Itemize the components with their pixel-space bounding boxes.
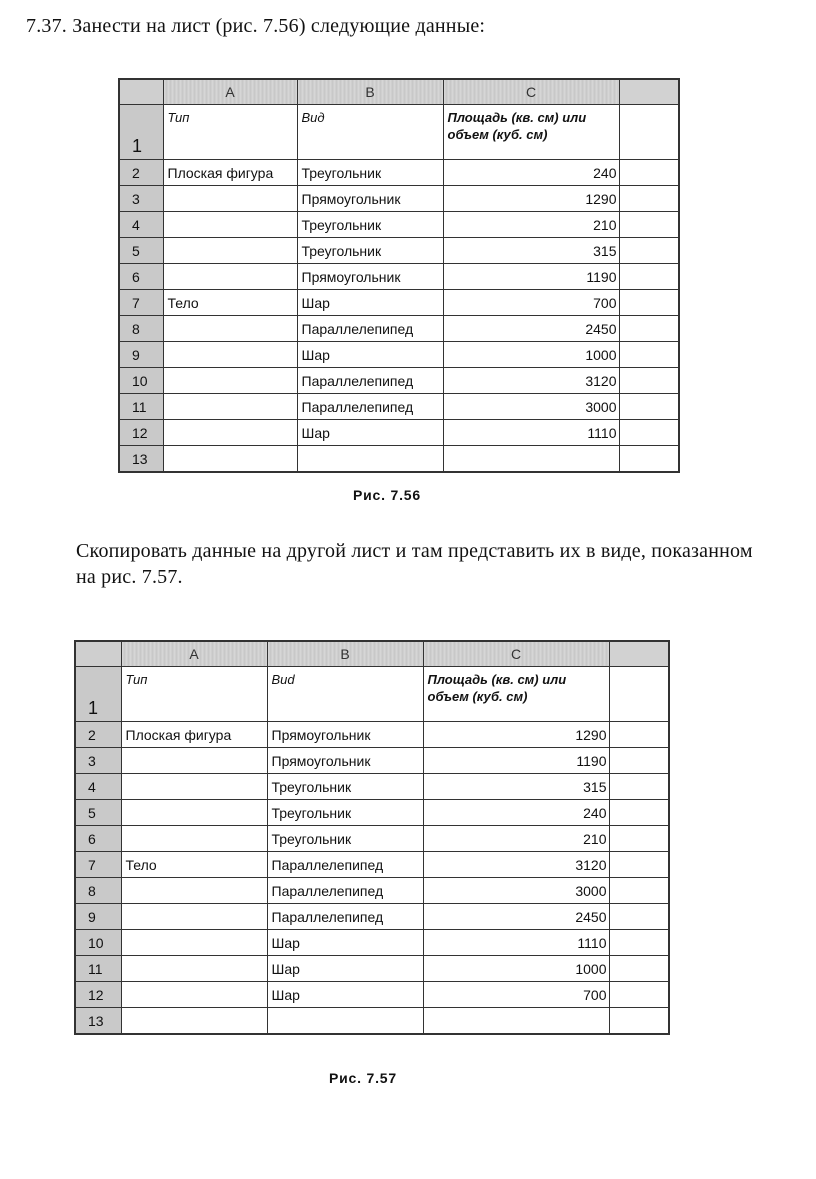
table-row (75, 748, 669, 774)
cell-value[interactable]: 1000 (423, 956, 609, 982)
cell-d1[interactable] (619, 105, 679, 160)
table-row (119, 160, 679, 186)
cell-value[interactable]: 700 (443, 290, 619, 316)
spreadsheet-figure-7-56 (118, 78, 680, 473)
cell-value[interactable]: 315 (423, 774, 609, 800)
table-row (119, 342, 679, 368)
cell-value[interactable]: 700 (423, 982, 609, 1008)
cell-kind[interactable]: Шар (297, 420, 443, 446)
cell-type[interactable] (163, 186, 297, 212)
cell-empty[interactable] (609, 982, 669, 1008)
select-all-corner[interactable] (75, 641, 121, 667)
row-number[interactable]: 9 (75, 904, 121, 930)
table-row (119, 446, 679, 473)
row-number[interactable]: 3 (119, 186, 163, 212)
row-number[interactable]: 12 (75, 982, 121, 1008)
cell-empty[interactable] (609, 1008, 669, 1035)
cell-type[interactable] (163, 342, 297, 368)
row-number[interactable]: 8 (119, 316, 163, 342)
cell-kind[interactable]: Треугольник (267, 826, 423, 852)
row-number[interactable]: 5 (75, 800, 121, 826)
column-header-b[interactable]: B (267, 641, 423, 667)
cell-empty[interactable] (609, 774, 669, 800)
cell-type[interactable] (163, 238, 297, 264)
row-number[interactable]: 11 (75, 956, 121, 982)
cell-value[interactable]: 1290 (423, 722, 609, 748)
row-number[interactable]: 7 (119, 290, 163, 316)
cell-kind[interactable]: Треугольник (297, 238, 443, 264)
cell-kind[interactable]: Шар (297, 290, 443, 316)
cell-empty[interactable] (609, 956, 669, 982)
table-row (119, 316, 679, 342)
row-number[interactable]: 12 (119, 420, 163, 446)
cell-value[interactable]: 1190 (443, 264, 619, 290)
cell-type[interactable]: Тело (163, 290, 297, 316)
row-number[interactable]: 6 (75, 826, 121, 852)
cell-kind[interactable]: Треугольник (267, 800, 423, 826)
row-number[interactable]: 1 (75, 667, 121, 722)
table-row (119, 420, 679, 446)
table-row (75, 852, 669, 878)
row-number[interactable]: 10 (75, 930, 121, 956)
cell-value[interactable]: 240 (423, 800, 609, 826)
cell-value[interactable]: 3120 (443, 368, 619, 394)
cell-value[interactable]: 315 (443, 238, 619, 264)
cell-type[interactable] (163, 264, 297, 290)
cell-kind[interactable]: Треугольник (297, 160, 443, 186)
cell-type[interactable] (163, 212, 297, 238)
cell-value[interactable]: 210 (423, 826, 609, 852)
cell-empty[interactable] (619, 368, 679, 394)
cell-value[interactable]: 1110 (423, 930, 609, 956)
cell-kind[interactable]: Прямоугольник (267, 722, 423, 748)
table-row (75, 878, 669, 904)
cell-kind[interactable]: Параллелепипед (297, 316, 443, 342)
table-row (75, 930, 669, 956)
cell-empty[interactable] (619, 394, 679, 420)
table-row (75, 826, 669, 852)
cell-empty[interactable] (619, 342, 679, 368)
cell-a1[interactable]: Тип (163, 105, 297, 160)
column-header-a[interactable]: A (163, 79, 297, 105)
row-number[interactable]: 13 (75, 1008, 121, 1035)
cell-type[interactable] (163, 420, 297, 446)
column-header-b[interactable]: B (297, 79, 443, 105)
cell-type[interactable] (121, 956, 267, 982)
row-number[interactable]: 1 (119, 105, 163, 160)
cell-type[interactable] (121, 800, 267, 826)
cell-kind[interactable]: Треугольник (267, 774, 423, 800)
row-number[interactable]: 4 (75, 774, 121, 800)
row-number[interactable]: 5 (119, 238, 163, 264)
row-number[interactable]: 13 (119, 446, 163, 473)
cell-type[interactable] (121, 878, 267, 904)
column-header-row (75, 641, 669, 667)
cell-type[interactable]: Плоская фигура (163, 160, 297, 186)
table-row (119, 105, 679, 160)
cell-empty[interactable] (619, 238, 679, 264)
cell-empty[interactable] (619, 316, 679, 342)
column-header-row (119, 79, 679, 105)
table-row (119, 238, 679, 264)
cell-kind[interactable]: Прямоугольник (297, 264, 443, 290)
cell-value[interactable]: 210 (443, 212, 619, 238)
row-number[interactable]: 3 (75, 748, 121, 774)
cell-value[interactable]: 2450 (423, 904, 609, 930)
cell-type[interactable] (163, 394, 297, 420)
cell-value[interactable] (443, 446, 619, 473)
select-all-corner[interactable] (119, 79, 163, 105)
cell-b1[interactable]: Вид (297, 105, 443, 160)
cell-empty[interactable] (609, 852, 669, 878)
cell-value[interactable]: 1110 (443, 420, 619, 446)
cell-type[interactable] (121, 774, 267, 800)
column-header-c[interactable]: C (423, 641, 609, 667)
cell-value[interactable]: 240 (443, 160, 619, 186)
cell-kind[interactable] (297, 446, 443, 473)
cell-type[interactable]: Плоская фигура (121, 722, 267, 748)
cell-empty[interactable] (619, 290, 679, 316)
cell-type[interactable] (121, 904, 267, 930)
cell-value[interactable]: 1000 (443, 342, 619, 368)
cell-empty[interactable] (609, 930, 669, 956)
cell-empty[interactable] (609, 826, 669, 852)
cell-value[interactable] (423, 1008, 609, 1035)
row-number[interactable]: 4 (119, 212, 163, 238)
table-row (75, 722, 669, 748)
cell-empty[interactable] (609, 800, 669, 826)
row-number[interactable]: 11 (119, 394, 163, 420)
cell-value[interactable]: 3000 (443, 394, 619, 420)
spreadsheet-figure-7-57 (74, 640, 670, 1035)
table-row (119, 368, 679, 394)
cell-type[interactable] (121, 1008, 267, 1035)
cell-kind[interactable] (267, 1008, 423, 1035)
table-row (75, 667, 669, 722)
cell-kind[interactable]: Шар (267, 930, 423, 956)
table-row (75, 1008, 669, 1035)
row-number[interactable]: 10 (119, 368, 163, 394)
cell-empty[interactable] (619, 264, 679, 290)
column-header-d[interactable] (619, 79, 679, 105)
row-number[interactable]: 8 (75, 878, 121, 904)
cell-empty[interactable] (619, 160, 679, 186)
cell-b1[interactable]: Bud (267, 667, 423, 722)
cell-kind[interactable]: Параллелепипед (267, 904, 423, 930)
cell-type[interactable]: Тело (121, 852, 267, 878)
table-row (75, 956, 669, 982)
cell-empty[interactable] (619, 186, 679, 212)
row-number[interactable]: 9 (119, 342, 163, 368)
cell-kind[interactable]: Параллелепипед (297, 394, 443, 420)
table-row (119, 212, 679, 238)
cell-type[interactable] (121, 826, 267, 852)
cell-kind[interactable]: Параллелепипед (267, 878, 423, 904)
instruction-paragraph: Скопировать данные на другой лист и там представить их в виде, показанном на рис. 7.57. (76, 540, 753, 588)
column-header-c[interactable]: C (443, 79, 619, 105)
cell-value[interactable]: 3120 (423, 852, 609, 878)
cell-type[interactable] (163, 446, 297, 473)
cell-empty[interactable] (619, 446, 679, 473)
table-row (75, 904, 669, 930)
cell-type[interactable] (163, 316, 297, 342)
column-header-d[interactable] (609, 641, 669, 667)
cell-empty[interactable] (609, 748, 669, 774)
figure-caption: Рис. 7.56 (353, 487, 421, 503)
table-row (75, 774, 669, 800)
table-row (119, 186, 679, 212)
column-header-a[interactable]: A (121, 641, 267, 667)
table-row (119, 394, 679, 420)
figure-caption: Рис. 7.57 (329, 1070, 397, 1086)
cell-type[interactable] (163, 368, 297, 394)
cell-kind[interactable]: Треугольник (297, 212, 443, 238)
cell-d1[interactable] (609, 667, 669, 722)
cell-a1[interactable]: Тип (121, 667, 267, 722)
cell-value[interactable]: 3000 (423, 878, 609, 904)
cell-kind[interactable]: Шар (267, 956, 423, 982)
table-row (75, 800, 669, 826)
cell-type[interactable] (121, 748, 267, 774)
table-row (75, 982, 669, 1008)
cell-empty[interactable] (609, 904, 669, 930)
cell-kind[interactable]: Параллелепипед (267, 852, 423, 878)
row-number[interactable]: 2 (75, 722, 121, 748)
cell-c1[interactable]: Площадь (кв. см) или объем (куб. см) (443, 105, 619, 160)
cell-kind[interactable]: Шар (297, 342, 443, 368)
cell-value[interactable]: 1190 (423, 748, 609, 774)
cell-type[interactable] (121, 930, 267, 956)
cell-empty[interactable] (609, 722, 669, 748)
cell-type[interactable] (121, 982, 267, 1008)
cell-value[interactable]: 1290 (443, 186, 619, 212)
cell-kind[interactable]: Параллелепипед (297, 368, 443, 394)
cell-kind[interactable]: Прямоугольник (267, 748, 423, 774)
row-number[interactable]: 7 (75, 852, 121, 878)
row-number[interactable]: 6 (119, 264, 163, 290)
cell-c1[interactable]: Площадь (кв. см) или объем (куб. см) (423, 667, 609, 722)
cell-empty[interactable] (619, 212, 679, 238)
cell-empty[interactable] (609, 878, 669, 904)
table-row (119, 264, 679, 290)
task-heading: 7.37. Занести на лист (рис. 7.56) следующие данные: (26, 15, 486, 37)
cell-empty[interactable] (619, 420, 679, 446)
row-number[interactable]: 2 (119, 160, 163, 186)
table-row (119, 290, 679, 316)
cell-kind[interactable]: Прямоугольник (297, 186, 443, 212)
cell-value[interactable]: 2450 (443, 316, 619, 342)
cell-kind[interactable]: Шар (267, 982, 423, 1008)
